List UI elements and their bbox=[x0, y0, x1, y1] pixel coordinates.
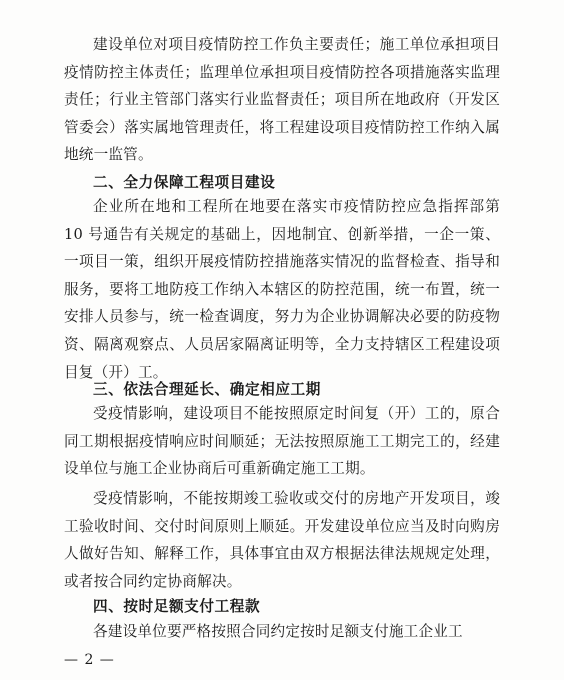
heading-section-3: 三、依法合理延长、确定相应工期 bbox=[93, 381, 321, 398]
paragraph-section-2: 企业所在地和工程所在地要在落实市疫情防控应急指挥部第 10 号通告有关规定的基础上，因地制宜、创新举措，一企一策、一项目一策，组织开展疫情防控措施落实情况的监督检查、指导和服务，要将工地防疫工作纳入本辖区的防控范围，统一布置，统一安排人员参与，统一检查调度，努力为企业协调解决必要的防疫物资、隔离观察点、人员居家隔离证明等，全力支持辖区工程建设项目复（开）工。 bbox=[64, 198, 500, 381]
heading-section-2: 二、全力保障工程项目建设 bbox=[93, 174, 276, 191]
paragraph-section-3-a: 受疫情影响，建设项目不能按照原定时间复（开）工的，原合同工期根据疫情响应时间顺延；无法按照原施工工期完工的，经建设单位与施工企业协商后可重新确定施工工期。 bbox=[64, 405, 500, 478]
heading-section-4: 四、按时足额支付工程款 bbox=[93, 598, 261, 615]
paragraph-section-3-b: 受疫情影响，不能按期竣工验收或交付的房地产开发项目，竣工验收时间、交付时间原则上顺延。开发建设单位应当及时向购房人做好告知、解释工作，具体事宜由双方根据法律法规规定处理，或者按合同约定协商解决。 bbox=[64, 490, 500, 590]
paragraph-section-4: 各建设单位要严格按照合同约定按时足额支付施工企业工 bbox=[93, 623, 463, 640]
paragraph-responsibilities: 建设单位对项目疫情防控工作负主要责任；施工单位承担项目疫情防控主体责任；监理单位承担项目疫情防控各项措施落实监理责任；行业主管部门落实行业监督责任；项目所在地政府（开发区管委会）落实属地管理责任，将工程建设项目疫情防控工作纳入属地统一监管。 bbox=[64, 36, 500, 164]
page-number: — 2 — bbox=[64, 652, 115, 668]
